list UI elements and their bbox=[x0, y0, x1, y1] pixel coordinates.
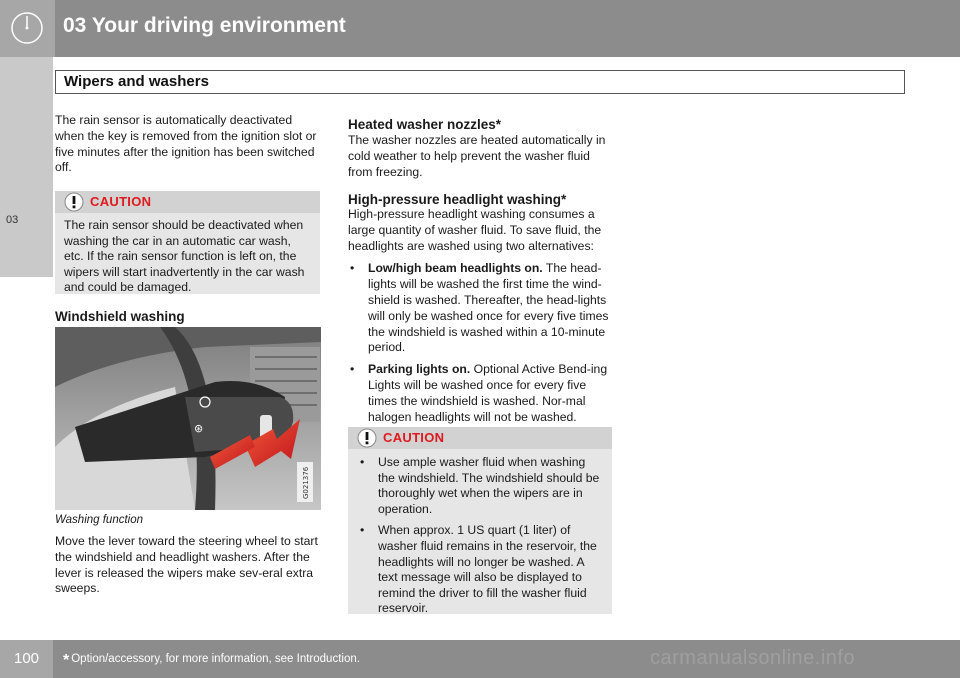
caution-body: The rain sensor should be deactivated when washing the car in an automatic car wash, etc. If the rain sensor function is left on, the wipers will start inadvertently in the car wash and could be damaged. bbox=[64, 218, 305, 295]
caution-list bbox=[358, 455, 604, 617]
caution-body bbox=[348, 449, 612, 617]
section-title: Wipers and washers bbox=[64, 73, 209, 90]
list-item: • Use ample washer fluid when washing the windshield. The windshield should be thoroughly wet when the wipers are in operation. bbox=[358, 455, 604, 517]
svg-text:⊛: ⊛ bbox=[194, 422, 204, 435]
footnote-asterisk: * bbox=[63, 652, 70, 669]
page-number: 100 bbox=[0, 640, 53, 678]
list-item-lead: Parking lights on. bbox=[368, 362, 471, 377]
list-item-text: Optional Active Bend-ing Lights will be washed once for every five times the windshield is washed. Nor-mal halogen headlights will not be washed. bbox=[368, 362, 608, 424]
windshield-washing-heading: Windshield washing bbox=[55, 309, 185, 324]
warning-icon bbox=[357, 428, 377, 448]
heated-nozzles-text-block bbox=[348, 133, 616, 180]
speedometer-icon bbox=[0, 0, 55, 57]
windshield-paragraph: Move the lever toward the steering wheel to start the windshield and headlight washers. After the lever is released the wipers make sev-eral extra sweeps. bbox=[55, 534, 318, 596]
high-pressure-heading: High-pressure headlight washing* bbox=[348, 192, 567, 207]
figure-caption: Washing function bbox=[55, 514, 144, 526]
caution-box-washer-fluid bbox=[348, 427, 612, 614]
intro-text-block bbox=[55, 113, 323, 176]
caution-header bbox=[55, 191, 320, 213]
chapter-number: 03 bbox=[6, 214, 19, 226]
list-item-text: The head-lights will be washed the first time the wind-shield is washed. Thereafter, the head-lights will only be washed once for every five times the windshield is washed within a 10-minute period. bbox=[368, 261, 609, 355]
windshield-text-block bbox=[55, 534, 325, 597]
list-item bbox=[348, 362, 616, 425]
speedometer-icon-box bbox=[0, 0, 55, 57]
chapter-title: 03 Your driving environment bbox=[63, 14, 346, 37]
warning-icon bbox=[64, 192, 84, 212]
headlight-alternatives-list bbox=[348, 261, 616, 425]
list-item-lead: Low/high beam headlights on. bbox=[368, 261, 543, 276]
intro-paragraph: The rain sensor is automatically deactivated when the key is removed from the ignition slot or five minutes after the ignition has been switched off. bbox=[55, 113, 317, 175]
section-title-box bbox=[55, 70, 905, 94]
footnote bbox=[63, 652, 360, 670]
caution-heading: CAUTION bbox=[90, 194, 152, 209]
list-item: • When approx. 1 US quart (1 liter) of washer fluid remains in the reservoir, the headlights will no longer be washed. A text message will also be displayed to remind the driver to fill the washer fluid reservoir. bbox=[358, 523, 604, 617]
high-pressure-paragraph: High-pressure headlight washing consumes a large quantity of washer fluid. To save fluid, the headlights are washed using two alternatives: bbox=[348, 207, 602, 253]
high-pressure-text-block bbox=[348, 207, 616, 431]
heated-nozzles-heading: Heated washer nozzles* bbox=[348, 117, 502, 132]
wiper-lever-illustration bbox=[55, 327, 321, 510]
figure-code: G021376 bbox=[302, 466, 310, 499]
watermark: carmanualsonline.info bbox=[650, 647, 856, 669]
list-item bbox=[348, 261, 616, 356]
caution-header bbox=[348, 427, 612, 449]
caution-heading: CAUTION bbox=[383, 430, 445, 445]
footnote-text: Option/accessory, for more information, see Introduction. bbox=[71, 653, 360, 665]
caution-box-rain-sensor bbox=[55, 191, 320, 294]
chapter-tab bbox=[0, 57, 53, 277]
chapter-header bbox=[0, 0, 960, 57]
heated-nozzles-paragraph: The washer nozzles are heated automatically in cold weather to help prevent the washer fluid from freezing. bbox=[348, 133, 606, 179]
washing-function-figure bbox=[55, 327, 321, 510]
